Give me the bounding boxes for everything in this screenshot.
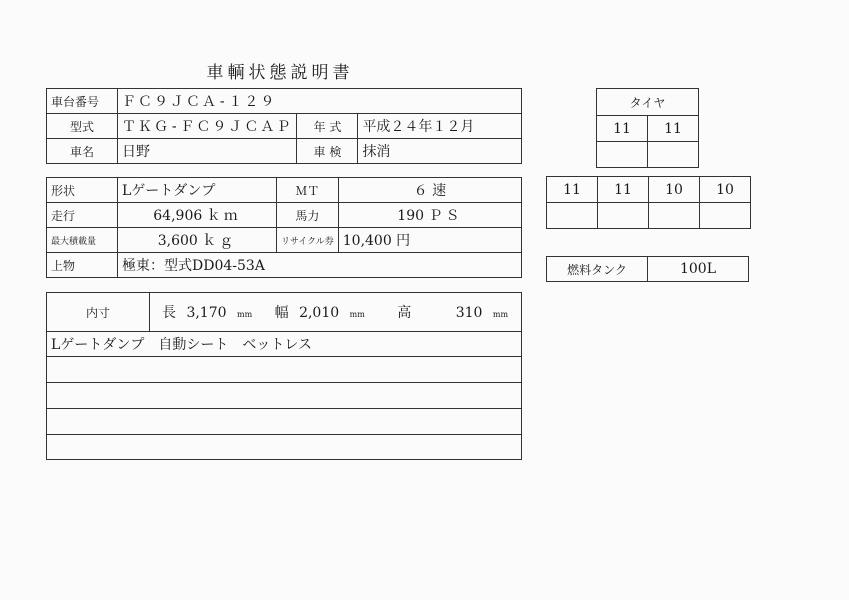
tire-rear-table: [546, 176, 751, 229]
height-label: 高: [397, 305, 412, 321]
notes-line: Lゲートダンプ 自動シート ベットレス: [47, 332, 522, 357]
shape-label: 形状: [47, 178, 118, 203]
fuel-value: 100L: [648, 257, 749, 282]
transmission-label: ＭＴ: [277, 178, 339, 203]
power-unit: ＰＳ: [428, 208, 463, 224]
dimensions-cell: [150, 293, 522, 332]
model-value: ＴＫＧ-ＦＣ９ＪＣＡＰ: [118, 114, 297, 139]
fuel-table: [546, 256, 749, 282]
document-title: 車輌状態説明書: [206, 63, 354, 83]
model-label: 型式: [47, 114, 118, 139]
tire-rear-blank: [598, 203, 649, 229]
maker-label: 車名: [47, 139, 118, 164]
tire-rear-blank: [700, 203, 751, 229]
fuel-label: 燃料タンク: [547, 257, 648, 282]
tire-rear-blank: [649, 203, 700, 229]
mileage-cell: [118, 203, 277, 228]
power-label: 馬力: [277, 203, 339, 228]
tire-front-table: [596, 88, 699, 168]
chassis-value: ＦＣ９ＪＣＡ-１２９: [118, 89, 522, 114]
length-unit: mm: [237, 310, 253, 319]
notes-line: [47, 357, 522, 383]
width-value: 2,010: [299, 305, 340, 321]
mileage-unit: ｋｍ: [206, 208, 241, 224]
maker-value: 日野: [118, 139, 297, 164]
width-unit: mm: [349, 310, 365, 319]
year-value: 平成２４年１２月: [358, 114, 522, 139]
tire-rear-cell: 10: [649, 177, 700, 203]
body-equip-label: 上物: [47, 253, 118, 278]
height-unit: mm: [492, 310, 509, 319]
tire-front-left: 11: [597, 116, 648, 142]
notes-line: [47, 409, 522, 435]
mileage-label: 走行: [47, 203, 118, 228]
body-equip-value: 極東：型式DD04-53A: [118, 253, 522, 278]
tire-front-right: 11: [648, 116, 699, 142]
tire-rear-cell: 11: [598, 177, 649, 203]
tire-rear-cell: 11: [547, 177, 598, 203]
tire-front-blank: [648, 142, 699, 168]
mileage-value: 64,906: [153, 208, 203, 224]
vehicle-info-table: [46, 88, 522, 164]
width-label: 幅: [274, 305, 289, 321]
transmission-value: ６ 速: [338, 178, 521, 203]
notes-line: [47, 435, 522, 460]
dimensions-label: 内寸: [47, 293, 150, 332]
length-label: 長: [162, 305, 176, 321]
inspection-value: 抹消: [358, 139, 522, 164]
tire-front-blank: [597, 142, 648, 168]
recycle-value: 10,400 円: [338, 228, 521, 253]
tire-rear-blank: [547, 203, 598, 229]
year-label: 年 式: [297, 114, 358, 139]
inspection-label: 車 検: [297, 139, 358, 164]
recycle-label: リサイクル券: [277, 228, 339, 253]
max-load-value: 3,600: [157, 233, 198, 249]
dimensions-notes-table: [46, 292, 522, 460]
power-cell: [338, 203, 521, 228]
shape-value: Lゲートダンプ: [118, 178, 277, 203]
max-load-cell: [118, 228, 277, 253]
notes-line: [47, 383, 522, 409]
tire-rear-cell: 10: [700, 177, 751, 203]
power-value: 190: [397, 208, 425, 224]
tire-header: タイヤ: [597, 89, 699, 116]
max-load-unit: ｋｇ: [202, 233, 237, 249]
max-load-label: 最大積載量: [47, 228, 118, 253]
length-value: 3,170: [186, 305, 227, 321]
specs-table: [46, 177, 522, 278]
height-value: 310: [455, 305, 483, 321]
chassis-label: 車台番号: [47, 89, 118, 114]
